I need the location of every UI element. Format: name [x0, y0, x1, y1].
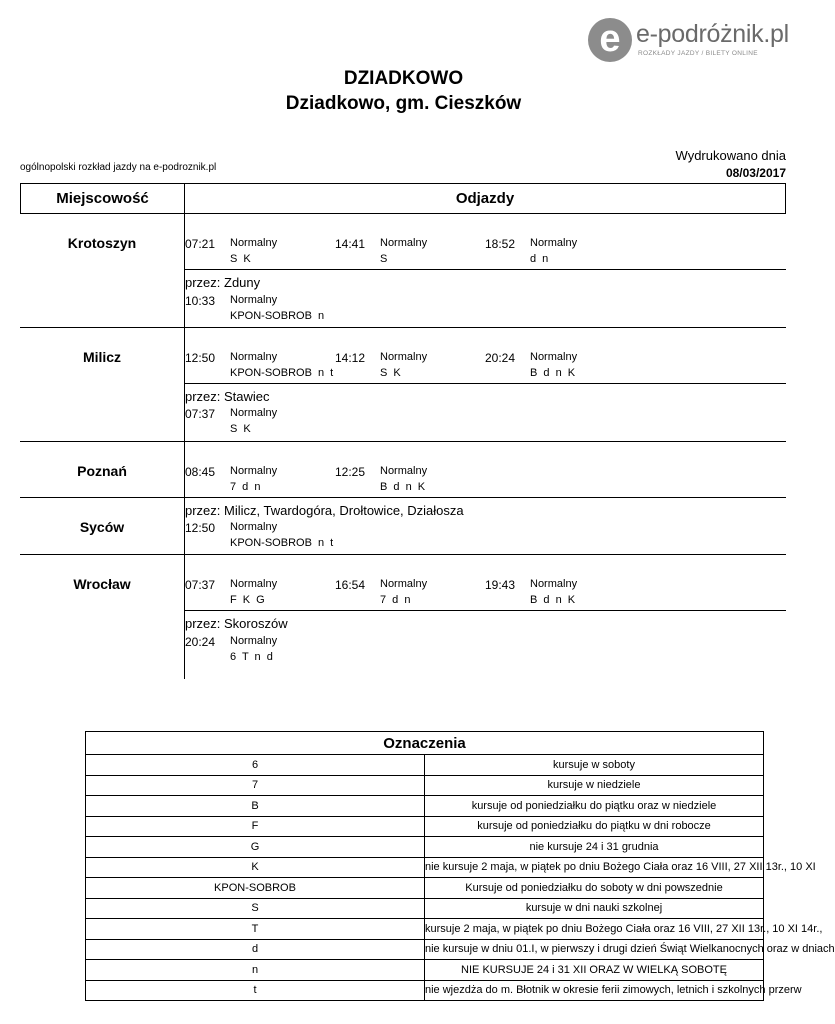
departure-kind: Normalny [230, 294, 278, 306]
route-via: przez: Zduny [185, 275, 261, 290]
departure-kind: Normalny [380, 465, 428, 477]
legend-code: F [86, 816, 425, 837]
logo-subtitle: ROZKŁADY JAZDY / BILETY ONLINE [638, 50, 758, 57]
legend-code: n [86, 960, 425, 981]
departure-kind: Normalny [530, 237, 578, 249]
legend-description: Kursuje od poniedziałku do soboty w dni powszednie [425, 878, 764, 899]
destination-name: Syców [79, 519, 125, 535]
departure-codes: B d n K [530, 594, 576, 606]
departure-kind: Normalny [230, 521, 278, 533]
printed-date: 08/03/2017 [725, 166, 786, 180]
departure-time: 07:37 [185, 407, 216, 421]
legend-description: nie kursuje 2 maja, w piątek po dniu Bożego Ciała oraz 16 VIII, 27 XII 13r., 10 XI [425, 857, 764, 878]
destination-name: Milicz [82, 349, 122, 365]
legend-row [86, 755, 764, 776]
departure-kind: Normalny [230, 578, 278, 590]
departure-codes: F K G [230, 594, 265, 606]
legend-code: KPON-SOBROB [86, 878, 425, 899]
departure-kind: Normalny [230, 351, 278, 363]
header-departures: Odjazdy [455, 190, 515, 207]
departure-kind: Normalny [380, 237, 428, 249]
departure-codes: 7 d n [230, 481, 261, 493]
legend-description: kursuje w niedziele [425, 775, 764, 796]
legend-code: 6 [86, 755, 425, 776]
legend-row [86, 857, 764, 878]
legend-code: S [86, 898, 425, 919]
departure-time: 16:54 [335, 578, 366, 592]
departure-time: 08:45 [185, 465, 216, 479]
legend-table [85, 731, 835, 1001]
destination-name: Poznań [77, 463, 127, 479]
legend-row [86, 775, 764, 796]
legend-code: B [86, 796, 425, 817]
destination-name: Krotoszyn [67, 235, 137, 251]
departure-codes: S [380, 253, 388, 265]
legend-row [86, 919, 764, 940]
legend-description: kursuje od poniedziałku do piątku oraz w niedziele [425, 796, 764, 817]
departure-time: 20:24 [185, 635, 216, 649]
destination-name: Wrocław [73, 576, 131, 592]
departure-time: 12:50 [185, 351, 216, 365]
departure-codes: B d n K [530, 367, 576, 379]
departure-codes: KPON-SOBROB n [230, 310, 325, 322]
legend-description: kursuje w dni nauki szkolnej [425, 898, 764, 919]
departure-kind: Normalny [230, 237, 278, 249]
departure-codes: 6 T n d [230, 651, 273, 663]
legend-code: d [86, 939, 425, 960]
departure-kind: Normalny [380, 351, 428, 363]
logo-text: e-podróżnik.pl [636, 20, 789, 48]
departure-codes: B d n K [380, 481, 426, 493]
departure-time: 07:37 [185, 578, 216, 592]
departure-kind: Normalny [530, 351, 578, 363]
legend-row [86, 796, 764, 817]
departure-codes: S K [230, 253, 251, 265]
route-divider [184, 269, 786, 270]
route-via: przez: Milicz, Twardogóra, Drołtowice, Działosza [185, 503, 464, 518]
departure-time: 10:33 [185, 294, 216, 308]
departure-time: 12:50 [185, 521, 216, 535]
departure-time: 12:25 [335, 465, 366, 479]
legend-description: nie wjezdża do m. Błotnik w okresie ferii zimowych, letnich i szkolnych przerw [425, 980, 764, 1001]
legend-code: T [86, 919, 425, 940]
legend-row [86, 837, 764, 858]
departure-time: 19:43 [485, 578, 516, 592]
legend-row [86, 939, 764, 960]
timetable-header [20, 183, 786, 214]
route-divider [184, 383, 786, 384]
departure-codes: d n [530, 253, 549, 265]
logo-e-glyph: e [599, 18, 621, 60]
page-title: DZIADKOWO [343, 68, 464, 89]
header-place: Miejscowość [56, 190, 149, 207]
departure-time: 20:24 [485, 351, 516, 365]
legend-description: kursuje 2 maja, w piątek po dniu Bożego Ciała oraz 16 VIII, 27 XII 13r., 10 XI 14r., [425, 919, 764, 940]
destination-divider [20, 497, 786, 498]
legend-title: Oznaczenia [86, 732, 764, 755]
departure-codes: KPON-SOBROB n t [230, 537, 334, 549]
legend-code: 7 [86, 775, 425, 796]
printed-label: Wydrukowano dnia [675, 148, 786, 163]
legend-description: NIE KURSUJE 24 i 31 XII ORAZ W WIELKĄ SOBOTĘ [425, 960, 764, 981]
departure-time: 18:52 [485, 237, 516, 251]
departure-codes: 7 d n [380, 594, 411, 606]
route-via: przez: Skoroszów [185, 616, 288, 631]
e-podroznik-logo [588, 18, 793, 64]
departure-kind: Normalny [230, 407, 278, 419]
legend-row [86, 898, 764, 919]
legend-code: G [86, 837, 425, 858]
route-via: przez: Stawiec [185, 389, 270, 404]
departure-kind: Normalny [230, 465, 278, 477]
legend-row [86, 816, 764, 837]
legend-row [86, 980, 764, 1001]
legend-code: K [86, 857, 425, 878]
legend-row [86, 878, 764, 899]
legend-description: nie kursuje 24 i 31 grudnia [425, 837, 764, 858]
legend-description: kursuje od poniedziałku do piątku w dni robocze [425, 816, 764, 837]
destination-divider [20, 327, 786, 328]
departure-codes: S K [380, 367, 401, 379]
legend-description: kursuje w soboty [425, 755, 764, 776]
destination-divider [20, 554, 786, 555]
legend-code: t [86, 980, 425, 1001]
departure-time: 14:41 [335, 237, 366, 251]
source-note: ogólnopolski rozkład jazdy na e-podroznik.pl [20, 162, 217, 173]
departure-kind: Normalny [530, 578, 578, 590]
departure-kind: Normalny [380, 578, 428, 590]
route-divider [184, 610, 786, 611]
departure-codes: S K [230, 423, 251, 435]
destination-divider [20, 441, 786, 442]
departure-codes: KPON-SOBROB n t [230, 367, 334, 379]
departure-time: 14:12 [335, 351, 366, 365]
departure-kind: Normalny [230, 635, 278, 647]
page-subtitle: Dziadkowo, gm. Cieszków [285, 93, 522, 114]
departure-time: 07:21 [185, 237, 216, 251]
legend-row [86, 960, 764, 981]
legend-description: nie kursuje w dniu 01.I, w pierwszy i drugi dzień Świąt Wielkanocnych oraz w dniach [425, 939, 764, 960]
